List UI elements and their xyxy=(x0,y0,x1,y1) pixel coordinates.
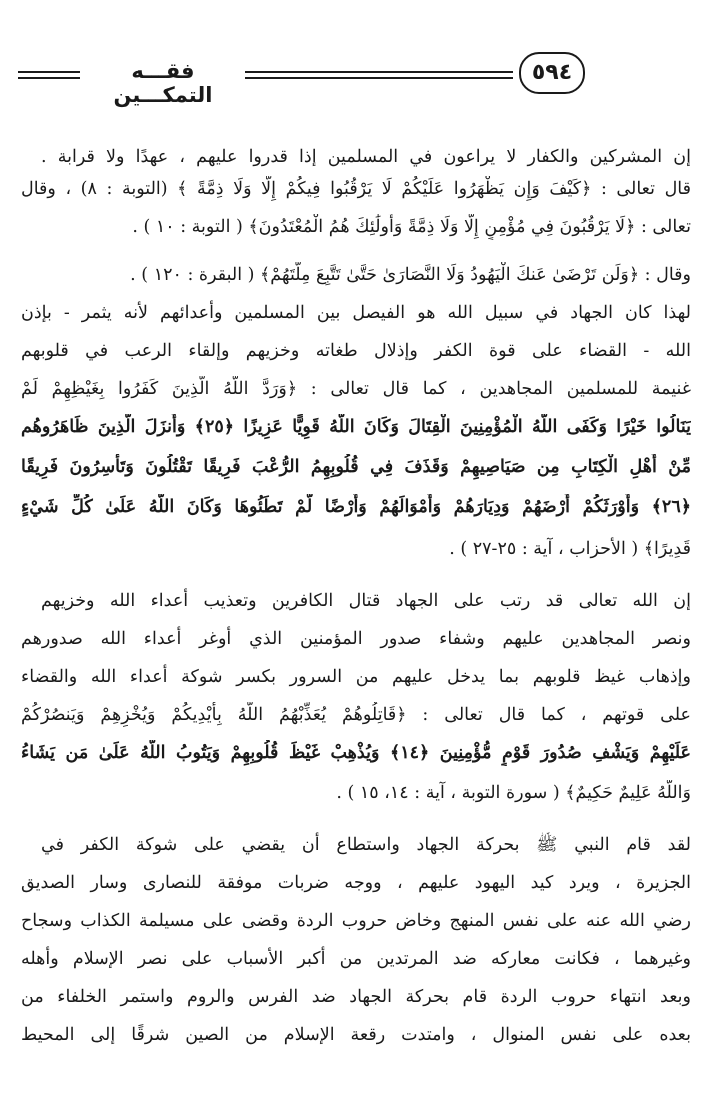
header-rule-left-top xyxy=(18,71,80,73)
text-line: غنيمة للمسلمين المجاهدين ، كما قال تعالى : ﴿وَرَدَّ اللَّهُ الَّذِينَ كَفَرُوا بِغَيْظِهِمْ لَمْ xyxy=(21,379,691,399)
quran-line: مِّنْ أَهْلِ الْكِتَابِ مِن صَيَاصِيهِمْ وَقَذَفَ فِي قُلُوبِهِمُ الرُّعْبَ فَرِيقًا تَقْتُلُونَ وَتَأْسِرُونَ فَرِيقًا xyxy=(21,457,691,477)
header-rule-left-bottom xyxy=(18,77,80,79)
header-rule-right-top xyxy=(245,71,513,73)
text-line: قَدِيرًا﴾ ( الأحزاب ، آية : ٢٥-٢٧ ) . xyxy=(449,539,691,559)
header-rule-right-bottom xyxy=(245,77,513,79)
text-line: إن المشركين والكفار لا يراعون في المسلمين إذا قدروا عليهم ، عهدًا ولا قرابة . xyxy=(41,147,691,167)
text-line: وبعد انتهاء حروب الردة قام بحركة الجهاد ضد الفرس والروم واستمر الخلفاء من xyxy=(21,987,691,1007)
text-line: إن الله تعالى قد رتب على الجهاد قتال الكافرين وتعذيب أعداء الله وخزيهم xyxy=(41,591,691,611)
text-line: لقد قام النبي ﷺ بحركة الجهاد واستطاع أن يقضي على شوكة الكفر في xyxy=(41,835,691,855)
text-line: قال تعالى : ﴿كَيْفَ وَإِن يَظْهَرُوا عَلَيْكُمْ لَا يَرْقُبُوا فِيكُمْ إِلًّا وَلَا ذِمَّةً ﴾ (التوبة : ٨) ، وقال xyxy=(21,179,691,199)
page-header xyxy=(0,52,713,107)
quran-line: ﴿٢٦﴾ وَأَوْرَثَكُمْ أَرْضَهُمْ وَدِيَارَهُمْ وَأَمْوَالَهُمْ وَأَرْضًا لَّمْ تَطَئُوهَا وَكَانَ اللَّهُ عَلَىٰ كُلِّ شَيْءٍ xyxy=(21,497,691,517)
page-number: ٥٩٤ xyxy=(531,60,573,85)
text-line: وقال : ﴿وَلَن تَرْضَىٰ عَنكَ الْيَهُودُ وَلَا النَّصَارَىٰ حَتَّىٰ تَتَّبِعَ مِلَّتَهُمْ﴾ ( البقرة : ١٢٠ ) . xyxy=(130,265,691,285)
quran-line: يَنَالُوا خَيْرًا وَكَفَى اللَّهُ الْمُؤْمِنِينَ الْقِتَالَ وَكَانَ اللَّهُ قَوِيًّا عَزِيزًا ﴿٢٥﴾ وَأَنزَلَ الَّذِينَ ظَاهَرُوهُم xyxy=(21,417,691,437)
text-line: بعده على نفس المنوال ، وامتدت رقعة الإسلام من الصين شرقًا إلى المحيط xyxy=(21,1025,691,1045)
text-line: الجزيرة ، ويرد كيد اليهود عليهم ، ووجه ضربات موفقة للنصارى وسار الصديق xyxy=(21,873,691,893)
text-line: الله - القضاء على قوة الكفر وإذلال طغاته وخزيهم وإلقاء الرعب في قلوبهم xyxy=(21,341,691,361)
text-line: رضي الله عنه على نفس المنهج وخاض حروب الردة وقضى على مسيلمة الكذاب وسجاح xyxy=(21,911,691,931)
text-line: على قوتهم ، كما قال تعالى : ﴿قَاتِلُوهُمْ يُعَذِّبْهُمُ اللَّهُ بِأَيْدِيكُمْ وَيُخْزِهِمْ وَيَنصُرْكُمْ xyxy=(21,705,691,725)
text-line: وإذهاب غيظ قلوبهم بما يدخل عليهم من السرور بكسر شوكة أعداء الله والقضاء xyxy=(21,667,691,687)
text-line: تعالى : ﴿لَا يَرْقُبُونَ فِي مُؤْمِنٍ إِلًّا وَلَا ذِمَّةً وَأُولَٰئِكَ هُمُ الْمُعْتَدُونَ﴾ ( التوبة : ١٠ ) . xyxy=(132,217,691,237)
running-title: فقـــه التمكـــين xyxy=(113,59,213,107)
quran-line: عَلَيْهِمْ وَيَشْفِ صُدُورَ قَوْمٍ مُّؤْمِنِينَ ﴿١٤﴾ وَيُذْهِبْ غَيْظَ قُلُوبِهِمْ وَيَتُوبُ اللَّهُ عَلَىٰ مَن يَشَاءُ xyxy=(21,743,691,763)
page-number-frame xyxy=(519,52,585,94)
text-line: وَاللَّهُ عَلِيمٌ حَكِيمٌ﴾ ( سورة التوبة ، آية : ١٤، ١٥ ) . xyxy=(336,783,691,803)
text-line: ونصر المجاهدين عليهم وشفاء صدور المؤمنين الذي أوغر أعداء الله صدورهم xyxy=(21,629,691,649)
text-line: لهذا كان الجهاد في سبيل الله هو الفيصل بين المسلمين وأعدائهم لأنه يثمر - بإذن xyxy=(21,303,691,323)
text-line: وغيرهما ، فكانت معاركه ضد المرتدين من أكبر الأسباب على نصر الإسلام وأهله xyxy=(21,949,691,969)
